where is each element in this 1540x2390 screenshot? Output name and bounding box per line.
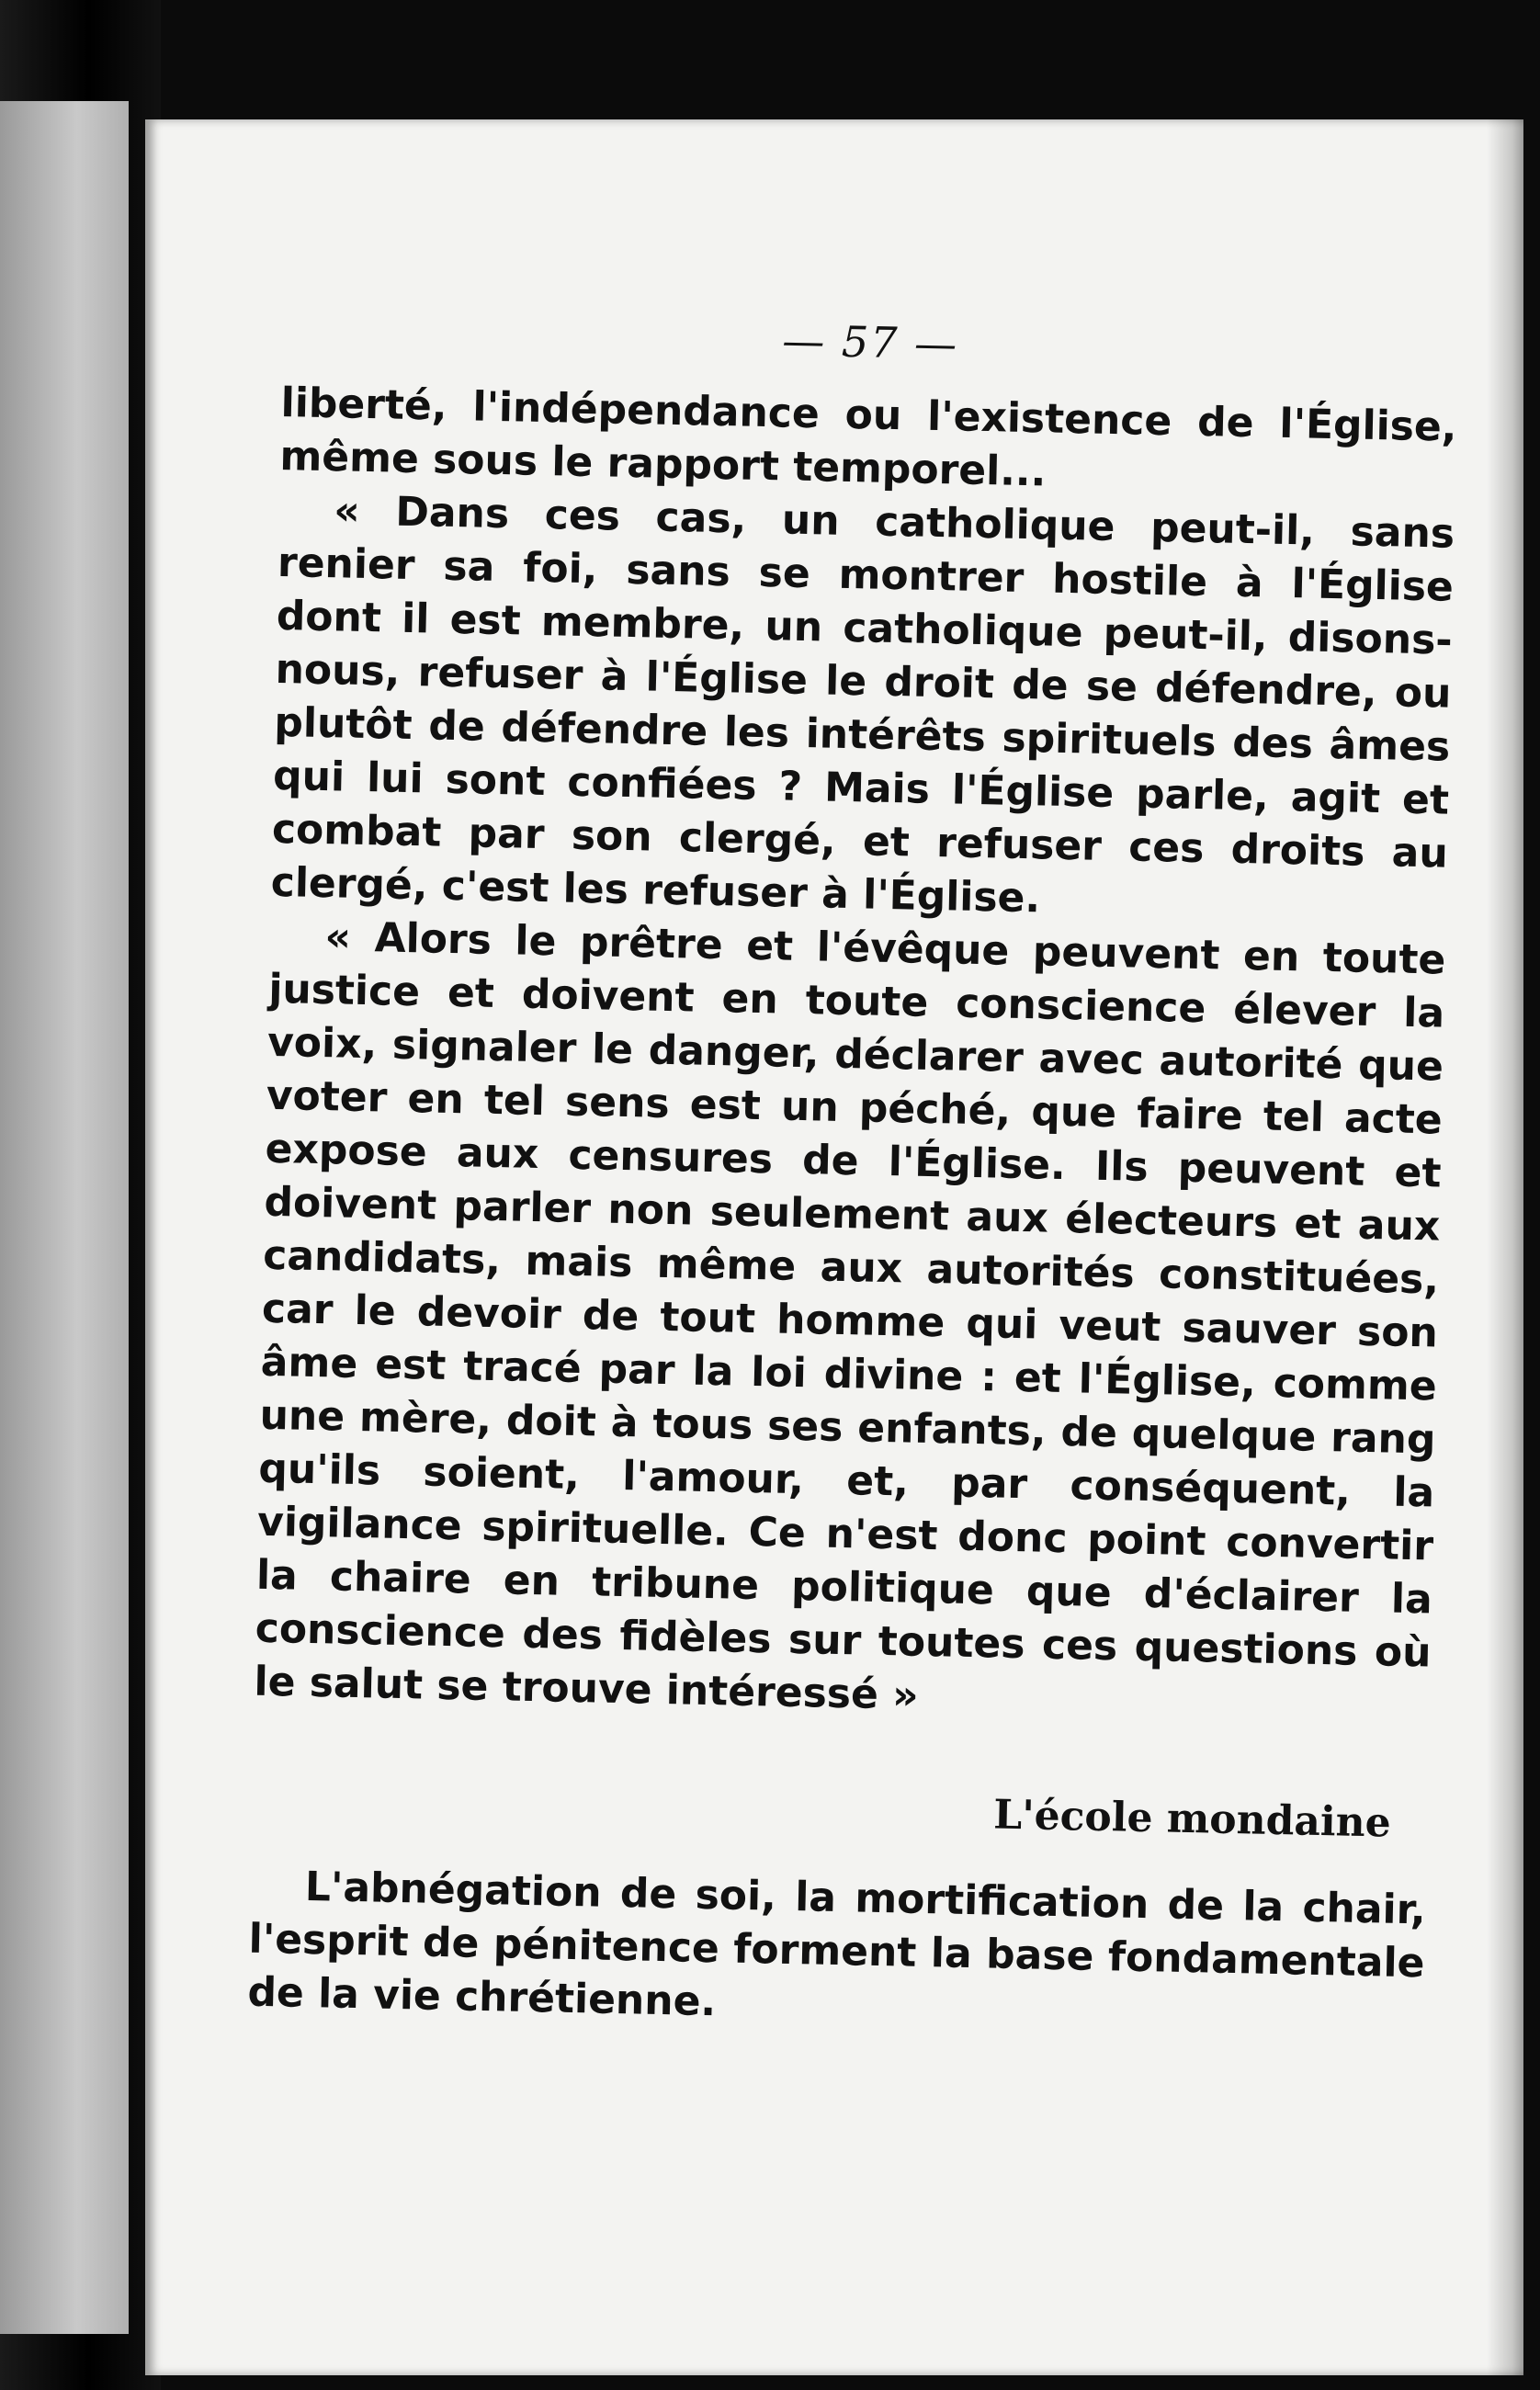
book-page: [145, 119, 1523, 2375]
page-number: — 57 —: [781, 315, 959, 369]
paragraph-final: L'abnégation de soi, la mortification de la chair, l'esprit de pénitence forment la base fondamentale de la vie chrétienne.: [246, 1863, 1427, 2026]
paragraph-continued: liberté, l'indépendance ou l'existence de l'Église, même sous le rapport temporel...: [278, 379, 1457, 496]
previous-page-edge: [0, 101, 129, 2334]
page-gutter-shadow: [1487, 119, 1523, 2375]
paragraph-quote-1: « Dans ces cas, un catholique peut-il, sans renier sa foi, sans se montrer hostile à l'Église dont il est membre, un catholique peut-il, disons-nous, refuser à l'Église le droit de se défendre, ou plutôt de défendre les intérêts spirituels des âmes qui lui sont confiées ? Mais l'Église parle, agit et combat par son clergé, et refuser ces droits au clergé, c'est les refuser à l'Église.: [270, 487, 1455, 923]
paragraph-quote-2: « Alors le prêtre et l'évêque peuvent en toute justice et doivent en toute conscience élever la voix, signaler le danger, déclarer avec autorité que voter en tel sens est un péché, que faire tel acte expose aux censures de l'Église. Ils peuvent et doivent parler non seulement aux électeurs et aux candidats, mais même aux autorités constituées, car le devoir de tout homme qui veut sauver son âme est tracé par la loi divine : et l'Église, comme une mère, doit à tous ses enfants, de quelque rang qu'ils soient, l'amour, et, par conséquent, la vigilance spirituelle. Ce n'est donc point convertir la chaire en tribune politique que d'éclairer la conscience des fidèles sur toutes ces questions où le salut se trouve intéressé »: [254, 913, 1446, 1719]
page-content: [247, 303, 1459, 2044]
section-heading: L'école mondaine: [992, 1791, 1392, 1847]
